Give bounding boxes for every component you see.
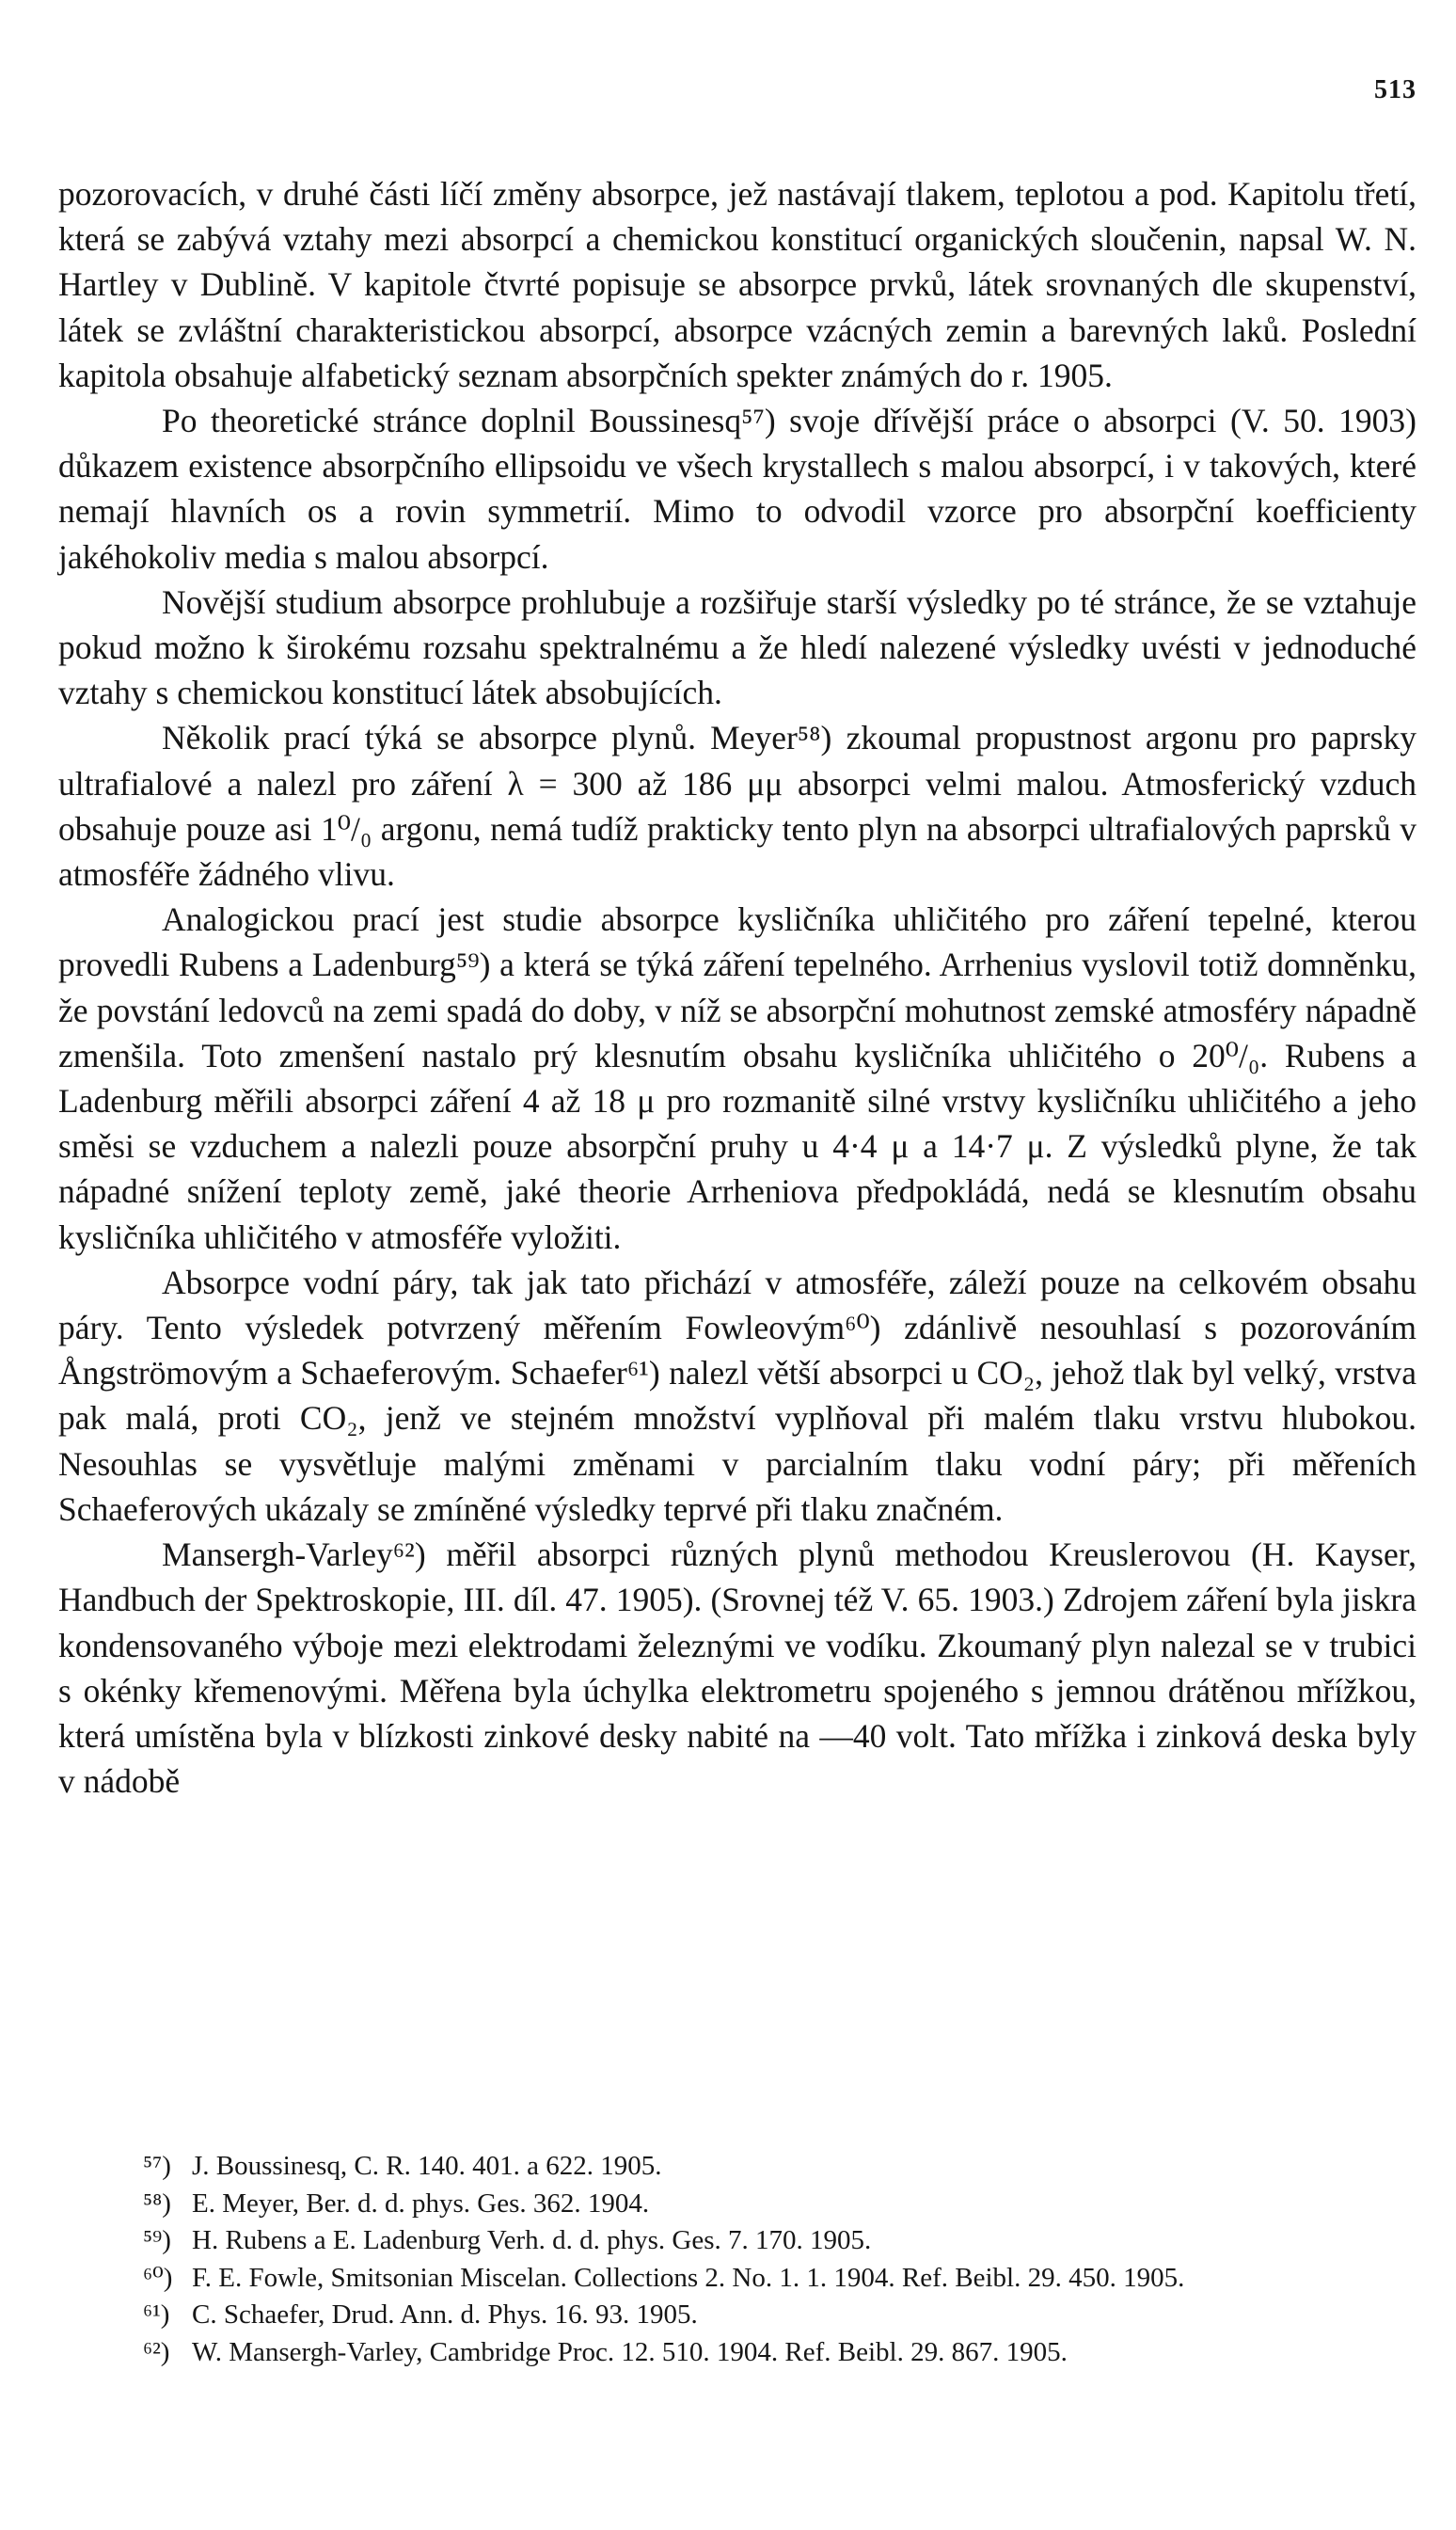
footnote-text: H. Rubens a E. Ladenburg Verh. d. d. phys. Ges. 7. 170. 1905. (192, 2225, 872, 2255)
footnote-text: C. Schaefer, Drud. Ann. d. Phys. 16. 93. 1905. (192, 2299, 698, 2330)
footnote (58, 2186, 1416, 2223)
body-text (58, 171, 1416, 1804)
paragraph-6: Absorpce vodní páry, tak jak tato přichází v atmosféře, záleží pouze na celkovém obsahu páry. Tento výsledek potvrzený měřením Fowleovým⁶⁰) zdánlivě nesouhlasí s pozorováním Ångströmovým a Schaeferovým. Schaefer⁶¹) nalezl větší absorpci u CO₂, jehož tlak byl velký, vrstva pak malá, proti CO₂, jenž ve stejném množství vyplňoval při malém tlaku vrstvu hlubokou. Nesouhlas se vysvětluje malými změnami v parcialním tlaku vodní páry; při měřeních Schaeferových ukázaly se zmíněné výsledky teprvé při tlaku značném. (58, 1263, 1416, 1528)
paragraph-4: Několik prací týká se absorpce plynů. Meyer⁵⁸) zkoumal propustnost argonu pro paprsky ultrafialové a nalezl pro záření λ = 300 až 186 μμ absorpci velmi malou. Atmosferický vzduch obsahuje pouze asi 1⁰/₀ argonu, nemá tudíž prakticky tento plyn na absorpci ultrafialových paprsků v atmosféře žádného vlivu. (58, 719, 1416, 894)
footnote (58, 2297, 1416, 2334)
footnote-mark: ⁵⁸) (143, 2188, 171, 2219)
footnote-text: F. E. Fowle, Smitsonian Miscelan. Collections 2. No. 1. 1. 1904. Ref. Beibl. 29. 450. 1905. (192, 2262, 1185, 2293)
footnote (58, 2260, 1416, 2298)
footnote (58, 2222, 1416, 2260)
paragraph-3: Novější studium absorpce prohlubuje a rozšiřuje starší výsledky po té stránce, že se vztahuje pokud možno k širokému rozsahu spektralnému a že hledí nalezené výsledky uvésti v jednoduché vztahy s chemickou konstitucí látek absobujících. (58, 582, 1416, 712)
paragraph-5: Analogickou prací jest studie absorpce kysličníka uhličitého pro záření tepelné, kterou provedli Rubens a Ladenburg⁵⁹) a která se týká záření tepelného. Arrhenius vyslovil totiž domněnku, že povstání ledovců na zemi spadá do doby, v níž se absorpční mohutnost zemské atmosféry nápadně zmenšila. Toto zmenšení nastalo prý klesnutím obsahu kysličníka uhličitého o 20⁰/₀. Rubens a Ladenburg měřili absorpci záření 4 až 18 μ pro rozmanitě silné vrstvy kysličníku uhličitého a jeho směsi se vzduchem a nalezli pouze absorpční pruhy u 4·4 μ a 14·7 μ. Z výsledků plyne, že tak nápadné snížení teploty země, jaké theorie Arrheniova předpokládá, nedá se klesnutím obsahu kysličníka uhličitého v atmosféře vyložiti. (58, 900, 1416, 1256)
footnote-mark: ⁵⁷) (143, 2151, 171, 2181)
footnote-text: W. Mansergh-Varley, Cambridge Proc. 12. 510. 1904. Ref. Beibl. 29. 867. 1905. (192, 2336, 1068, 2367)
footnote-text: J. Boussinesq, C. R. 140. 401. a 622. 1905. (192, 2151, 662, 2181)
footnote (58, 2148, 1416, 2186)
footnote-mark: ⁵⁹) (143, 2225, 171, 2255)
footnote-mark: ⁶¹) (143, 2299, 170, 2330)
footnote (58, 2334, 1416, 2372)
footnote-mark: ⁶²) (143, 2336, 170, 2367)
footnotes (58, 2148, 1416, 2371)
footnote-mark: ⁶⁰) (143, 2262, 173, 2293)
paragraph-2: Po theoretické stránce doplnil Boussinesq⁵⁷) svoje dřívější práce o absorpci (V. 50. 1903) důkazem existence absorpčního ellipsoidu ve všech krystallech s malou absorpcí, i v takových, které nemají hlavních os a rovin symmetrií. Mimo to odvodil vzorce pro absorpční koefficienty jakéhokoliv media s malou absorpcí. (58, 402, 1416, 576)
paragraph-7: Mansergh-Varley⁶²) měřil absorpci různých plynů methodou Kreuslerovou (H. Kayser, Handbuch der Spektroskopie, III. díl. 47. 1905). (Srovnej též V. 65. 1903.) Zdrojem záření byla jiskra kondensovaného výboje mezi elektrodami železnými ve vodíku. Zkoumaný plyn nalezal se v trubici s okénky křemenovými. Měřena byla úchylka elektrometru spojeného s jemnou drátěnou mřížkou, která umístěna byla v blízkosti zinkové desky nabité na —40 volt. Tato mřížka i zinková deska byly v nádobě (58, 1536, 1416, 1801)
footnote-text: E. Meyer, Ber. d. d. phys. Ges. 362. 1904. (192, 2188, 650, 2219)
paragraph-1: pozorovacích, v druhé části líčí změny absorpce, jež nastávají tlakem, teplotou a pod. Kapitolu třetí, která se zabývá vztahy mezi absorpcí a chemickou konstitucí organických sloučenin, napsal W. N. Hartley v Dublině. V kapitole čtvrté popisuje se absorpce prvků, látek srovnaných dle skupenství, látek se zvláštní charakteristickou absorpcí, absorpce vzácných zemin a barevných laků. Poslední kapitola obsahuje alfabetický seznam absorpčních spekter známých do r. 1905. (58, 175, 1416, 394)
page-number: 513 (1374, 75, 1416, 104)
